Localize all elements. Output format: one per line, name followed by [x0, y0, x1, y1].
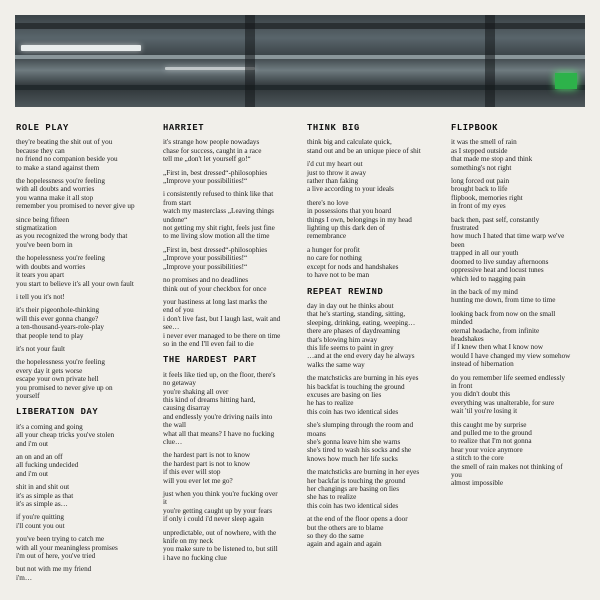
ceiling-pipe [15, 55, 585, 59]
poem-title: LIBERATION DAY [16, 407, 99, 418]
lyric-line: hunting me down, from time to time [451, 296, 556, 305]
lyric-line: there's no love [307, 198, 349, 207]
lyric-line: you start to believe it's all your own fault [16, 279, 134, 288]
lyric-line: …and at the end every day he always [307, 352, 415, 361]
lyric-line: that's blowing him away [307, 335, 378, 344]
lyric-line: and endlessly you're driving nails into [163, 412, 273, 421]
lyric-line: stigmatization [16, 224, 57, 233]
lyric-line: brought back to life [451, 185, 508, 194]
lyric-line: i have no fucking clue [163, 553, 227, 562]
lyric-line: in possessions that you hoard [307, 207, 392, 216]
lyric-line: a ten-thousand-years-role-play [16, 323, 105, 332]
lyric-line: so they do the same [307, 532, 364, 541]
lyric-line: i don't live fast, but I laugh last, wait and [163, 314, 281, 323]
lyric-line: i'm out of here, you've tried [16, 552, 96, 561]
lyric-line: with doubts and worries [16, 262, 86, 271]
lyric-line: watch my masterclass „Leaving things [163, 207, 274, 216]
lyric-line: i consistently refused to think like that [163, 190, 274, 199]
lyric-line: will you ever let me go? [163, 476, 233, 485]
lyric-line: and pulled me to the ground [451, 429, 532, 437]
lyric-line: the matchsticks are burning in her eyes [307, 468, 420, 477]
stanza [451, 421, 587, 488]
lyric-line: back then, past self, constantly [451, 215, 540, 224]
lyric-line: „First in, best dressed“-philosophies [163, 168, 268, 177]
lyric-line: she's tired to wash his socks and she [307, 446, 412, 455]
ceiling-beam [15, 23, 585, 29]
lyric-line: doomed to live sunday afternoons [451, 257, 549, 266]
stanza [16, 138, 154, 172]
lyric-line: it feels like tied up, on the floor, there's [163, 370, 276, 379]
lyric-line: the smell of rain makes not thinking of [451, 462, 563, 471]
stanza [163, 138, 301, 163]
poem-title: FLIPBOOK [451, 123, 499, 133]
lyric-line: „Improve your possibilities!“ [163, 254, 248, 263]
lyric-line: in the back of my mind [451, 287, 518, 296]
lyric-line: remember you promised to never give up [16, 202, 135, 211]
stanza [163, 169, 301, 186]
lyric-line: the hardest part is not to know [163, 451, 251, 460]
stanza [307, 515, 445, 549]
lyric-line: to realize that I'm not gonna [451, 437, 532, 446]
lyric-line: with all your meaningless promises [16, 543, 118, 552]
lyric-line: no getaway [163, 379, 196, 388]
lyric-line: will this ever gonna change? [16, 314, 99, 323]
stanza [307, 302, 445, 369]
lyric-line: trapped in all our youth [451, 249, 519, 258]
stanza [163, 451, 301, 485]
poem-title: REPEAT REWIND [307, 286, 384, 297]
exit-sign-icon [555, 73, 577, 89]
lyric-line: the hopelessness you're feeling [16, 177, 105, 186]
lyric-line: been [451, 240, 465, 249]
lyric-line: it's not your fault [16, 344, 66, 353]
stanza [163, 298, 301, 348]
lyric-line: no promises and no deadlines [163, 276, 249, 285]
lyric-line: the hopelessness you're feeling [16, 358, 105, 367]
stanza [16, 453, 154, 478]
lyric-line: since being fifteen [16, 215, 70, 224]
stanza [451, 216, 587, 283]
lyric-line: every day it gets worse [16, 366, 83, 375]
stanza [16, 535, 154, 560]
pillar [485, 15, 495, 107]
lyric-line: day in day out he thinks about [307, 301, 394, 310]
lyric-line: a hunger for profit [307, 245, 360, 254]
stanza [307, 468, 445, 510]
lyric-line: she has to realize [307, 493, 357, 502]
stanza [163, 490, 301, 524]
stanza [16, 483, 154, 508]
lyric-line: how much I hated that time warp we've [451, 232, 565, 241]
lyric-line: because they can [16, 146, 65, 155]
lyric-line: there are phases of daydreaming [307, 327, 400, 336]
lyric-line: unpredictable, out of nowhere, with the [163, 528, 277, 537]
header-photo-parking-garage [15, 15, 585, 107]
lyric-line: in front [451, 381, 473, 390]
lyric-line: yourself [16, 391, 40, 400]
stanza [163, 190, 301, 240]
lyric-line: all fucking undecided [16, 461, 79, 470]
poem-title: THE HARDEST PART [163, 355, 258, 366]
stanza [16, 565, 154, 582]
stanza [16, 423, 154, 448]
lyric-line: you [451, 471, 462, 480]
lyric-line: which led to nagging pain [451, 274, 526, 283]
stanza [307, 160, 445, 194]
lyric-line: to make a stand against them [16, 163, 100, 172]
lyric-line: you're getting caught up by your fears [163, 506, 273, 515]
lyric-line: you've been born in [16, 240, 73, 249]
lyric-line: oppressive heat and locust tunes [451, 266, 544, 275]
lyric-line: as I stepped outside [451, 146, 508, 155]
lyric-line: no friend no companion beside you [16, 155, 118, 164]
lyric-line: think out of your checkbox for once [163, 284, 267, 293]
lyric-line: she's slumping through the room and [307, 421, 414, 430]
lyric-line: his backfat is touching the ground [307, 382, 405, 391]
lyric-line: headshakes [451, 334, 484, 343]
lyric-line: sleeping, drinking, eating, weeping… [307, 318, 416, 327]
lyric-line: it's as simple as that [16, 491, 74, 500]
lyric-line: you've been trying to catch me [16, 535, 105, 544]
lyric-line: as you recognized the wrong body that [16, 232, 128, 241]
lyric-line: all your cheap tricks you've stolen [16, 431, 115, 440]
ceiling-light [21, 45, 141, 51]
lyric-line: long forced out pain [451, 177, 510, 186]
lyric-line: knife on my neck [163, 537, 214, 546]
lyric-line: her backfat is touching the ground [307, 476, 406, 485]
lyric-line: things I own, belongings in my head [307, 215, 412, 224]
lyric-line: but the others are to blame [307, 523, 384, 532]
lyric-line: hear your voice anymore [451, 445, 523, 454]
lyric-line: if only i could i'd never sleep again [163, 515, 264, 524]
lyric-line: something's not right [451, 163, 512, 172]
lyric-line: from start [163, 198, 192, 207]
lyric-line: just to throw it away [307, 168, 367, 177]
lyric-line: if I knew then what I know now [451, 343, 544, 352]
lyric-line: knows how much her life sucks [307, 454, 398, 463]
lyric-line: this life seems to paint in grey [307, 343, 394, 352]
lyric-line: he has to realize [307, 399, 354, 408]
lyric-line: chase for success, caught in a race [163, 146, 262, 155]
lyric-line: undone“ [163, 215, 188, 224]
stanza [307, 246, 445, 280]
lyric-line: i'll count you out [16, 521, 65, 530]
stanza [307, 199, 445, 241]
lyric-line: it was the smell of rain [451, 138, 517, 147]
lyric-line: shit in and shit out [16, 483, 70, 492]
lyric-line: that people tend to play [16, 331, 84, 340]
lyric-line: escape your own private hell [16, 375, 99, 384]
lyric-line: this caught me by surprise [451, 420, 527, 429]
lyric-line: clue… [163, 438, 183, 446]
poem-title: THINK BIG [307, 123, 360, 133]
lyric-line: no care for nothing [307, 254, 362, 263]
lyric-line: a live according to your ideals [307, 185, 394, 194]
lyric-line: instead of hibernation [451, 360, 514, 369]
lyric-line: i'd cut my heart out [307, 160, 363, 169]
lyric-line: the hopelessness you're feeling [16, 254, 105, 263]
lyric-line: i tell you it's not! [16, 292, 65, 301]
lyric-line: would I have changed my view somehow [451, 351, 571, 360]
lyric-line: frustrated [451, 224, 479, 233]
lyric-line: so in the end I'll even fail to die [163, 339, 254, 348]
lyric-line: everything was unalterable, for sure [451, 398, 555, 407]
stanza [16, 358, 154, 400]
column-3 [307, 124, 445, 554]
lyric-line: this coin has two identical sides [307, 501, 399, 510]
stanza [16, 254, 154, 288]
poem-title: HARRIET [163, 123, 205, 133]
lyric-line: in front of my eyes [451, 202, 506, 211]
lyric-line: that he's starting, standing, sitting, [307, 310, 406, 319]
lyric-line: think big and calculate quick, [307, 138, 392, 147]
lyric-line: you promised to never give up on [16, 383, 113, 392]
column-2 [163, 124, 301, 567]
lyric-line: „Improve your possibilities!“ [163, 262, 248, 271]
lyric-line: that made me stop and think [451, 155, 533, 164]
lyric-line: an on and an off [16, 453, 63, 461]
lyric-line: do you remember life seemed endlessly [451, 373, 565, 382]
pillar [245, 15, 255, 107]
lyric-line: walks the same way [307, 360, 365, 369]
lyric-line: at the end of the floor opens a door [307, 515, 408, 524]
ceiling-beam [15, 85, 585, 90]
lyric-line: you're shaking all over [163, 387, 229, 396]
poem-title: ROLE PLAY [16, 123, 69, 133]
stanza [307, 374, 445, 416]
stanza [307, 421, 445, 463]
lyric-line: minded [451, 318, 473, 327]
stanza [16, 177, 154, 211]
lyric-line: this coin has two identical sides [307, 407, 399, 416]
stanza [16, 513, 154, 530]
lyric-line: the wall [163, 421, 186, 430]
stanza [451, 288, 587, 305]
lyric-line: except for nods and handshakes [307, 262, 399, 271]
stanza [163, 529, 301, 563]
lyric-line: she's gonna leave him she warns [307, 438, 401, 446]
lyric-line: causing disarray [163, 404, 210, 413]
lyric-line: tell me „don't let yourself go!“ [163, 155, 251, 164]
lyric-line: the hardest part is not to know [163, 459, 251, 468]
lyric-line: moans [307, 429, 326, 438]
column-4 [451, 124, 587, 493]
lyric-line: your hastiness at long last marks the [163, 297, 268, 306]
lyric-line: excuses are basing on lies [307, 390, 382, 399]
lyric-line: it's a coming and going [16, 422, 83, 431]
lyric-line: to me living slow motion all the time [163, 232, 270, 241]
lyric-line: almost impossible [451, 479, 504, 488]
lyric-line: and i'm out [16, 469, 49, 478]
lyric-line: wait 'til you're losing it [451, 407, 518, 416]
lyric-line: looking back from now on the small [451, 309, 556, 318]
lyric-line: it [163, 498, 167, 507]
lyric-line: „Improve your possibilities!“ [163, 177, 248, 186]
stanza [163, 246, 301, 271]
lyric-line: flipbook, memories right [451, 193, 523, 202]
lyric-line: lighting up this dark den of [307, 224, 386, 233]
lyric-line: what all that means? I have no fucking [163, 429, 275, 438]
lyric-line: it's their pigeonhole-thinking [16, 306, 100, 315]
lyric-line: not getting my shit right, feels just fine [163, 224, 275, 233]
stanza [16, 345, 154, 353]
stanza [163, 276, 301, 293]
lyric-line: to have not to be man [307, 271, 370, 280]
lyric-line: but not with me my friend [16, 565, 92, 574]
lyric-line: eternal headache, from infinite [451, 326, 540, 335]
lyric-line: the matchsticks are burning in his eyes [307, 374, 419, 383]
ceiling-light [165, 67, 255, 70]
lyric-line: remembrance [307, 232, 347, 241]
lyric-line: i'm… [16, 573, 33, 582]
lyric-line: see… [163, 323, 180, 332]
lyric-line: they're beating the shit out of you [16, 138, 113, 147]
lyric-line: you wanna make it all stop [16, 193, 94, 202]
lyric-line: it tears you apart [16, 271, 65, 280]
lyric-line: with all doubts and worries [16, 185, 95, 194]
stanza [451, 374, 587, 416]
lyric-line: you didn't doubt this [451, 390, 510, 399]
stanza [16, 216, 154, 250]
stanza [16, 306, 154, 340]
lyric-line: and i'm out [16, 439, 49, 448]
stanza [451, 310, 587, 369]
lyric-line: just when you think you're fucking over [163, 490, 278, 499]
stanza [451, 177, 587, 211]
lyric-line: her changings are basing on lies [307, 485, 400, 494]
stanza [451, 138, 587, 172]
lyric-line: if this ever will stop [163, 468, 221, 477]
column-1 [16, 124, 154, 587]
stanza [16, 293, 154, 301]
lyric-line: end of you [163, 306, 194, 315]
lyric-line: this kind of dreams hitting hard, [163, 395, 256, 404]
lyric-line: a stitch to the core [451, 454, 504, 463]
lyric-line: it's strange how people nowadays [163, 138, 260, 147]
lyric-line: if you're quitting [16, 513, 65, 522]
stanza [163, 371, 301, 447]
lyric-line: you make sure to be listened to, but still [163, 545, 278, 554]
lyric-line: stand out and be an unique piece of shit [307, 146, 421, 155]
lyric-line: rather than faking [307, 177, 359, 186]
lyric-line: „First in, best dressed“-philosophies [163, 245, 268, 254]
lyric-line: i never ever managed to be there on time [163, 331, 281, 340]
stanza [307, 138, 445, 155]
lyric-line: again and again and again [307, 540, 382, 549]
lyric-line: it's as simple as… [16, 500, 68, 509]
